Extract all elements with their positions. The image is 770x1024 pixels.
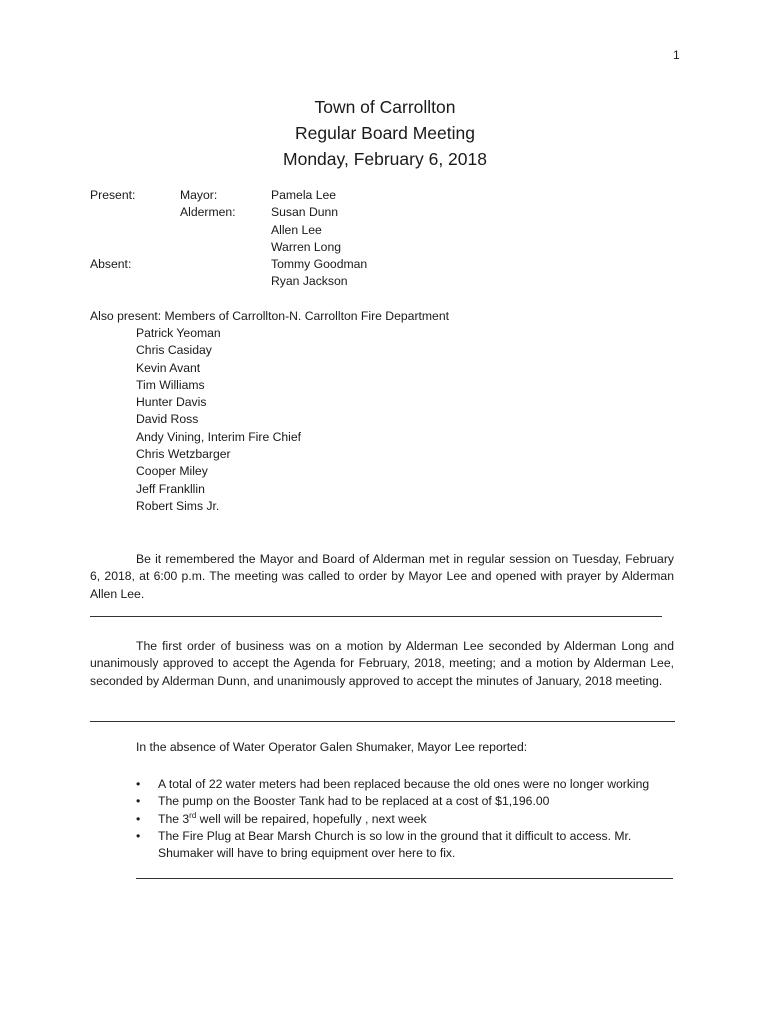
list-item: Andy Vining, Interim Fire Chief <box>136 429 302 444</box>
water-report-list <box>136 776 681 862</box>
list-item: Robert Sims Jr. <box>136 498 220 513</box>
mayor-label: Mayor: <box>180 188 218 202</box>
doc-title-meeting: Regular Board Meeting <box>295 123 475 143</box>
list-item: Chris Wetzbarger <box>136 447 231 462</box>
also-present-heading: Also present: Members of Carrollton-N. Carrollton Fire Department <box>90 309 449 323</box>
list-item: • The 3rd well will be repaired, hopefully , next week <box>136 811 681 828</box>
absent-name: Tommy Goodman <box>271 257 368 272</box>
page-number: 1 <box>673 48 680 62</box>
section-divider <box>136 878 673 879</box>
aldermen-label: Aldermen: <box>180 205 236 220</box>
list-item: • The pump on the Booster Tank had to be replaced at a cost of $1,196.00 <box>136 793 681 810</box>
list-item: • A total of 22 water meters had been replaced because the old ones were no longer working <box>136 776 681 793</box>
bullet-icon: • <box>136 777 141 791</box>
alderman-name: Warren Long <box>271 239 342 254</box>
absent-label: Absent: <box>90 257 132 271</box>
mayor-name: Pamela Lee <box>271 188 337 202</box>
water-report-intro: In the absence of Water Operator Galen Shumaker, Mayor Lee reported: <box>136 740 528 754</box>
list-item: Hunter Davis <box>136 395 207 410</box>
list-item: Patrick Yeoman <box>136 326 221 340</box>
role-labels <box>180 187 236 222</box>
alderman-name: Susan Dunn <box>271 205 339 220</box>
present-label: Present: <box>90 188 136 202</box>
first-order-paragraph <box>90 638 674 690</box>
list-item: Tim Williams <box>136 377 205 392</box>
section-divider <box>90 616 662 617</box>
list-item: Kevin Avant <box>136 360 201 375</box>
opening-paragraph <box>90 551 674 603</box>
doc-title-town: Town of Carrollton <box>314 97 456 117</box>
list-item: Jeff Frankllin <box>136 481 205 496</box>
section-divider <box>90 721 675 722</box>
bullet-icon: • <box>136 828 141 843</box>
list-item: Cooper Miley <box>136 464 208 479</box>
alderman-name: Allen Lee <box>271 222 322 237</box>
opening-text: Be it remembered the Mayor and Board of Alderman met in regular session on Tuesday, February 6, 2018, at 6:00 p.m. The meeting was called to order by Mayor Lee and opened with prayer by Alderman Allen Lee. <box>90 552 674 601</box>
attendee-names <box>271 187 367 291</box>
list-item: Chris Casiday <box>136 343 212 358</box>
list-item: • The Fire Plug at Bear Marsh Church is so low in the ground that it difficult to access. Mr. Shumaker will have to bring equipment over here to fix. <box>136 828 632 861</box>
absent-name: Ryan Jackson <box>271 274 348 289</box>
list-item: David Ross <box>136 412 199 427</box>
bullet-icon: • <box>136 794 141 809</box>
also-present-list <box>136 325 301 515</box>
doc-title-date: Monday, February 6, 2018 <box>283 149 487 169</box>
first-order-text: The first order of business was on a motion by Alderman Lee seconded by Alderman Long and unanimously approved to accept the Agenda for February, 2018, meeting; and a motion by Alderman Lee, seconded by Alderman Dunn, and unanimously approved to accept the minutes of January, 2018 meeting. <box>90 639 674 688</box>
bullet-icon: • <box>136 811 141 826</box>
